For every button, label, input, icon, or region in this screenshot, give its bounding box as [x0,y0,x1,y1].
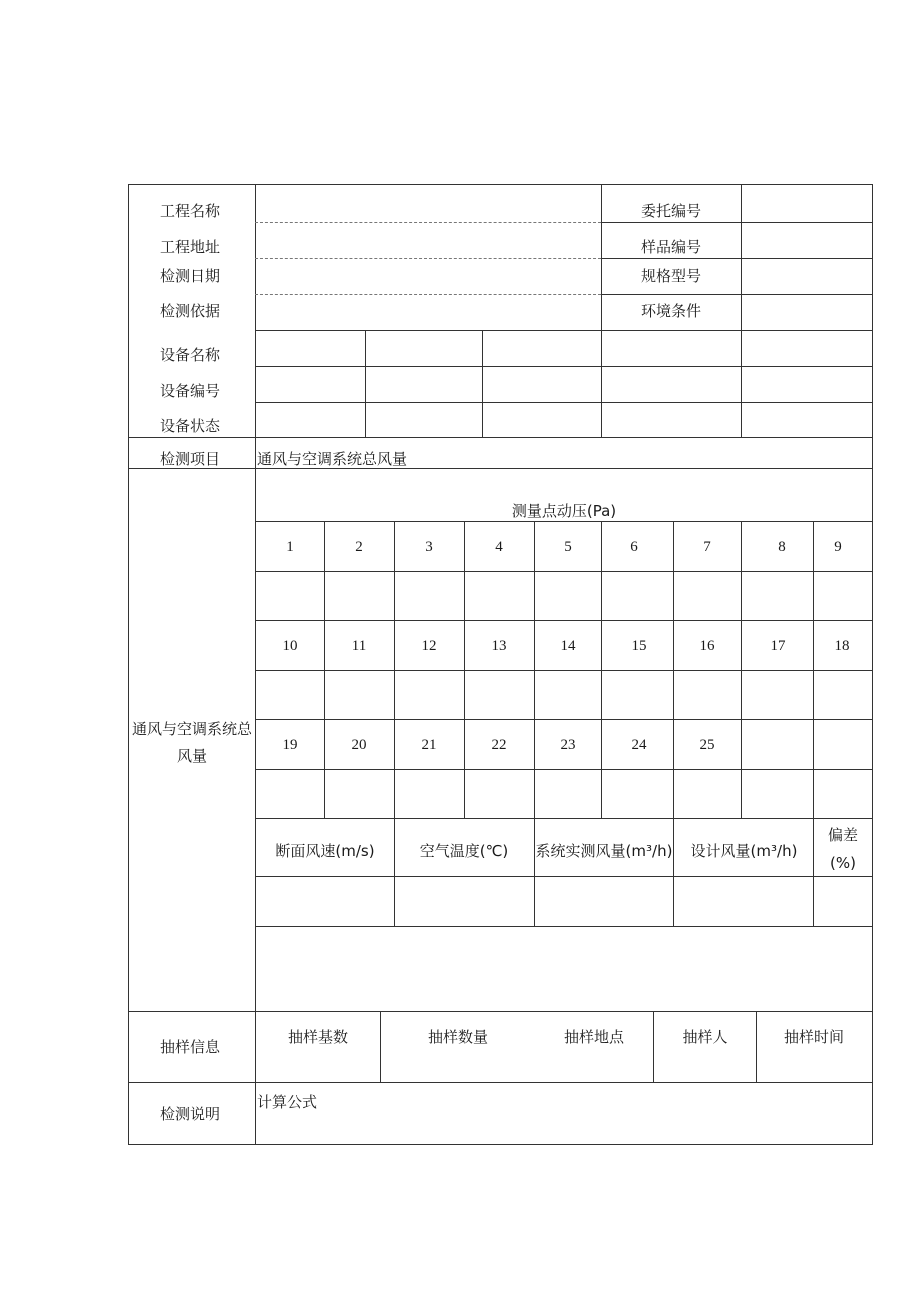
design-flow-label: 设计风量(m³/h) [690,842,798,860]
grid-line [128,1082,873,1083]
row-divider [601,258,872,259]
sampling-base-label: 抽样基数 [287,1028,349,1046]
col-divider [365,330,366,438]
grid-col [653,1011,654,1082]
grid-line [128,1011,873,1012]
sample-no-label: 样品编号 [640,238,702,256]
air-temp-label: 空气温度(℃) [419,842,509,860]
deviation-label-line2: (%) [830,854,856,872]
row-divider [128,468,873,469]
grid-col [813,818,814,926]
point-number: 18 [834,638,850,654]
grid-col [741,521,742,819]
section-label-line2: 风量 [176,747,208,765]
point-number: 4 [495,539,503,555]
border-top [128,184,873,185]
grid-col [394,521,395,819]
label-column-divider [255,184,256,1145]
grid-col [534,521,535,819]
measured-flow-label: 系统实测风量(m³/h) [535,842,673,860]
grid-line [255,670,872,671]
test-note-label: 检测说明 [159,1105,221,1123]
point-number: 13 [491,638,507,654]
grid-col [673,521,674,819]
grid-line [255,769,872,770]
grid-line [255,571,872,572]
environment-label: 环境条件 [640,302,702,320]
sampling-time-label: 抽样时间 [783,1028,845,1046]
point-number: 9 [834,539,842,555]
sampler-label: 抽样人 [682,1028,728,1046]
grid-line [255,876,872,877]
row-divider [255,366,872,367]
grid-col [756,1011,757,1082]
spec-model-label: 规格型号 [640,267,702,285]
row-divider [128,437,873,438]
device-no-label: 设备编号 [159,382,221,400]
project-name-label: 工程名称 [159,202,221,220]
commission-no-label: 委托编号 [640,202,702,220]
col-divider [601,184,602,438]
sampling-qty-label: 抽样数量 [427,1028,489,1046]
grid-col [394,818,395,926]
project-address-label: 工程地址 [159,238,221,256]
row-divider [255,330,872,331]
point-number: 19 [282,737,298,753]
point-number: 7 [703,539,711,555]
grid-col [673,818,674,926]
point-number: 1 [286,539,294,555]
grid-col [601,521,602,819]
grid-col [813,521,814,819]
col-divider [482,330,483,438]
row-divider [255,258,601,259]
grid-line [255,818,872,819]
point-number: 3 [425,539,433,555]
test-item-value: 通风与空调系统总风量 [257,450,408,468]
border-bottom [128,1144,873,1145]
dynamic-pressure-header: 测量点动压(Pa) [511,502,617,520]
grid-col [324,521,325,819]
test-basis-label: 检测依据 [159,302,221,320]
deviation-label-line1: 偏差 [827,826,859,844]
point-number: 23 [560,737,576,753]
test-item-label: 检测项目 [159,450,221,468]
grid-line [255,620,872,621]
point-number: 8 [778,539,786,555]
point-number: 11 [351,638,367,654]
row-divider [255,294,601,295]
device-name-label: 设备名称 [159,346,221,364]
point-number: 24 [631,737,647,753]
grid-col [534,818,535,926]
grid-col [380,1011,381,1082]
grid-line [255,926,872,927]
section-label-line1: 通风与空调系统总 [131,720,253,738]
formula-label: 计算公式 [257,1093,318,1111]
point-number: 17 [770,638,786,654]
point-number: 25 [699,737,715,753]
point-number: 20 [351,737,367,753]
sampling-info-label: 抽样信息 [159,1038,221,1056]
point-number: 6 [630,539,638,555]
grid-line [255,521,872,522]
row-divider [255,402,872,403]
border-left [128,184,129,1145]
velocity-label: 断面风速(m/s) [275,842,375,860]
col-divider [741,184,742,438]
point-number: 14 [560,638,576,654]
point-number: 15 [631,638,647,654]
row-divider [601,294,872,295]
point-number: 16 [699,638,715,654]
grid-line [255,719,872,720]
border-right [872,184,873,1145]
sampling-place-label: 抽样地点 [563,1028,625,1046]
point-number: 2 [355,539,363,555]
row-divider [255,222,601,223]
point-number: 21 [421,737,437,753]
point-number: 10 [282,638,298,654]
grid-col [464,521,465,819]
test-date-label: 检测日期 [159,267,221,285]
row-divider [601,222,872,223]
point-number: 12 [421,638,437,654]
device-status-label: 设备状态 [159,417,221,435]
point-number: 22 [491,737,507,753]
point-number: 5 [564,539,572,555]
